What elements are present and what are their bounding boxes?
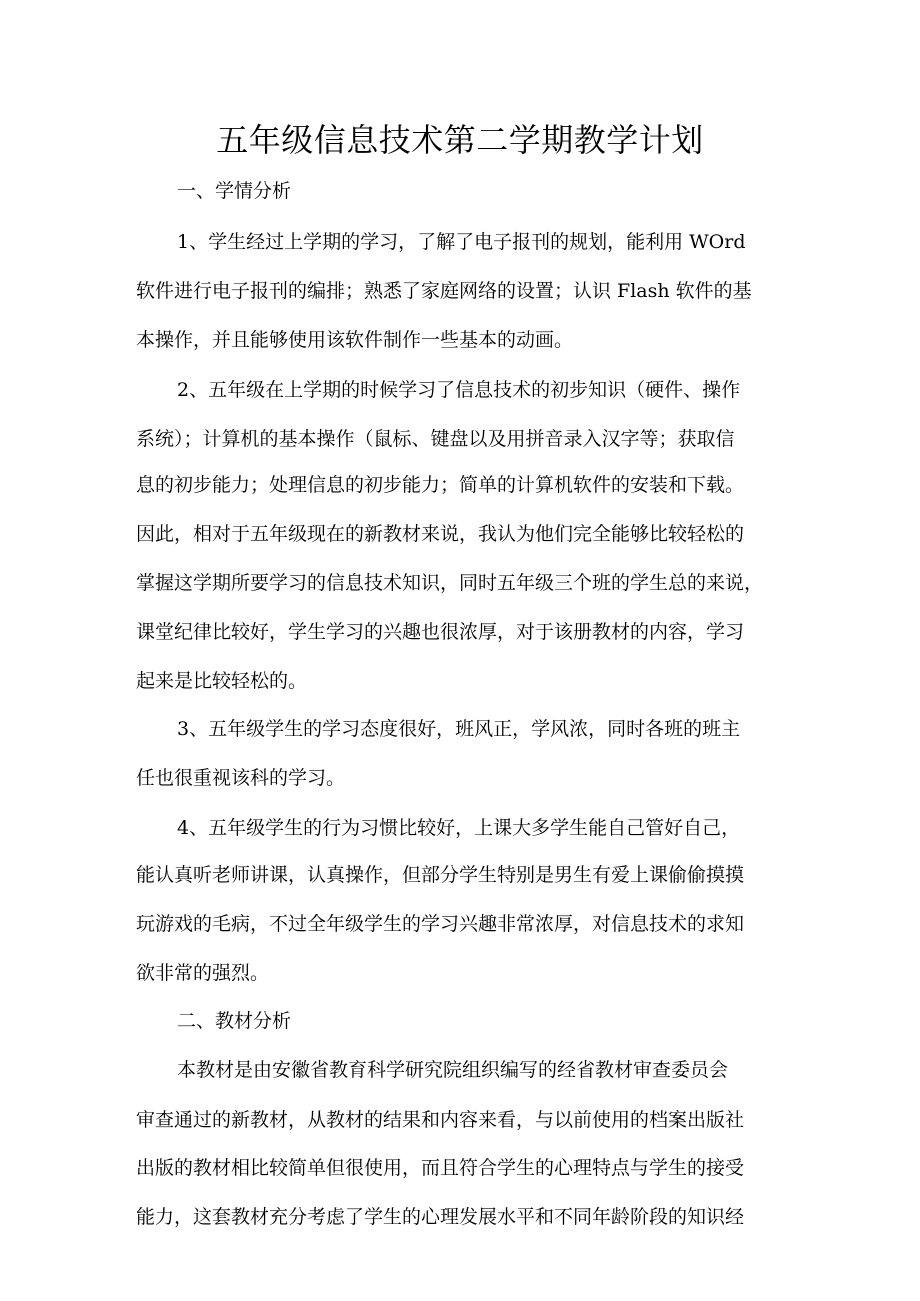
section-heading-textbook-analysis: 二、教材分析 bbox=[177, 1010, 292, 1032]
paragraph-5-line-4: 能力，这套教材充分考虑了学生的心理发展水平和不同年龄阶段的知识经 bbox=[136, 1206, 745, 1228]
paragraph-5-line-2: 审查通过的新教材，从教材的结果和内容来看，与以前使用的档案出版社 bbox=[136, 1109, 745, 1131]
paragraph-4-line-4: 欲非常的强烈。 bbox=[136, 962, 270, 984]
paragraph-5-line-3: 出版的教材相比较简单但很使用，而且符合学生的心理特点与学生的接受 bbox=[136, 1157, 745, 1179]
paragraph-2-line-6: 课堂纪律比较好，学生学习的兴趣也很浓厚，对于该册教材的内容，学习 bbox=[136, 621, 745, 643]
section-heading-learning-analysis: 一、学情分析 bbox=[177, 180, 292, 202]
paragraph-2-line-7: 起来是比较轻松的。 bbox=[136, 670, 308, 692]
paragraph-2-line-4: 因此，相对于五年级现在的新教材来说，我认为他们完全能够比较轻松的 bbox=[136, 523, 745, 545]
paragraph-4-line-3: 玩游戏的毛病，不过全年级学生的学习兴趣非常浓厚，对信息技术的求知 bbox=[136, 913, 745, 935]
paragraph-5-line-1: 本教材是由安徽省教育科学研究院组织编写的经省教材审查委员会 bbox=[177, 1059, 729, 1081]
paragraph-3-line-1: 3、五年级学生的学习态度很好，班风正，学风浓，同时各班的班主 bbox=[177, 718, 741, 740]
paragraph-2-line-3: 息的初步能力；处理信息的初步能力；简单的计算机软件的安装和下载。 bbox=[136, 474, 745, 496]
paragraph-4-line-1: 4、五年级学生的行为习惯比较好，上课大多学生能自己管好自己， bbox=[177, 817, 741, 839]
paragraph-3-line-2: 任也很重视该科的学习。 bbox=[136, 767, 346, 789]
paragraph-1-line-2: 软件进行电子报刊的编排；熟悉了家庭网络的设置；认识 Flash 软件的基 bbox=[136, 280, 752, 302]
paragraph-2-line-2: 系统）；计算机的基本操作（鼠标、键盘以及用拼音录入汉字等；获取信 bbox=[136, 428, 735, 450]
paragraph-2-line-1: 2、五年级在上学期的时候学习了信息技术的初步知识（硬件、操作 bbox=[177, 379, 741, 401]
paragraph-1-line-3: 本操作，并且能够使用该软件制作一些基本的动画。 bbox=[136, 329, 574, 351]
paragraph-2-line-5: 掌握这学期所要学习的信息技术知识，同时五年级三个班的学生总的来说， bbox=[136, 572, 764, 594]
paragraph-4-line-2: 能认真听老师讲课，认真操作，但部分学生特别是男生有爱上课偷偷摸摸 bbox=[136, 864, 745, 886]
document-title: 五年级信息技术第二学期教学计划 bbox=[216, 121, 704, 159]
paragraph-1-line-1: 1、学生经过上学期的学习，了解了电子报刊的规划，能利用 WOrd bbox=[177, 231, 746, 253]
